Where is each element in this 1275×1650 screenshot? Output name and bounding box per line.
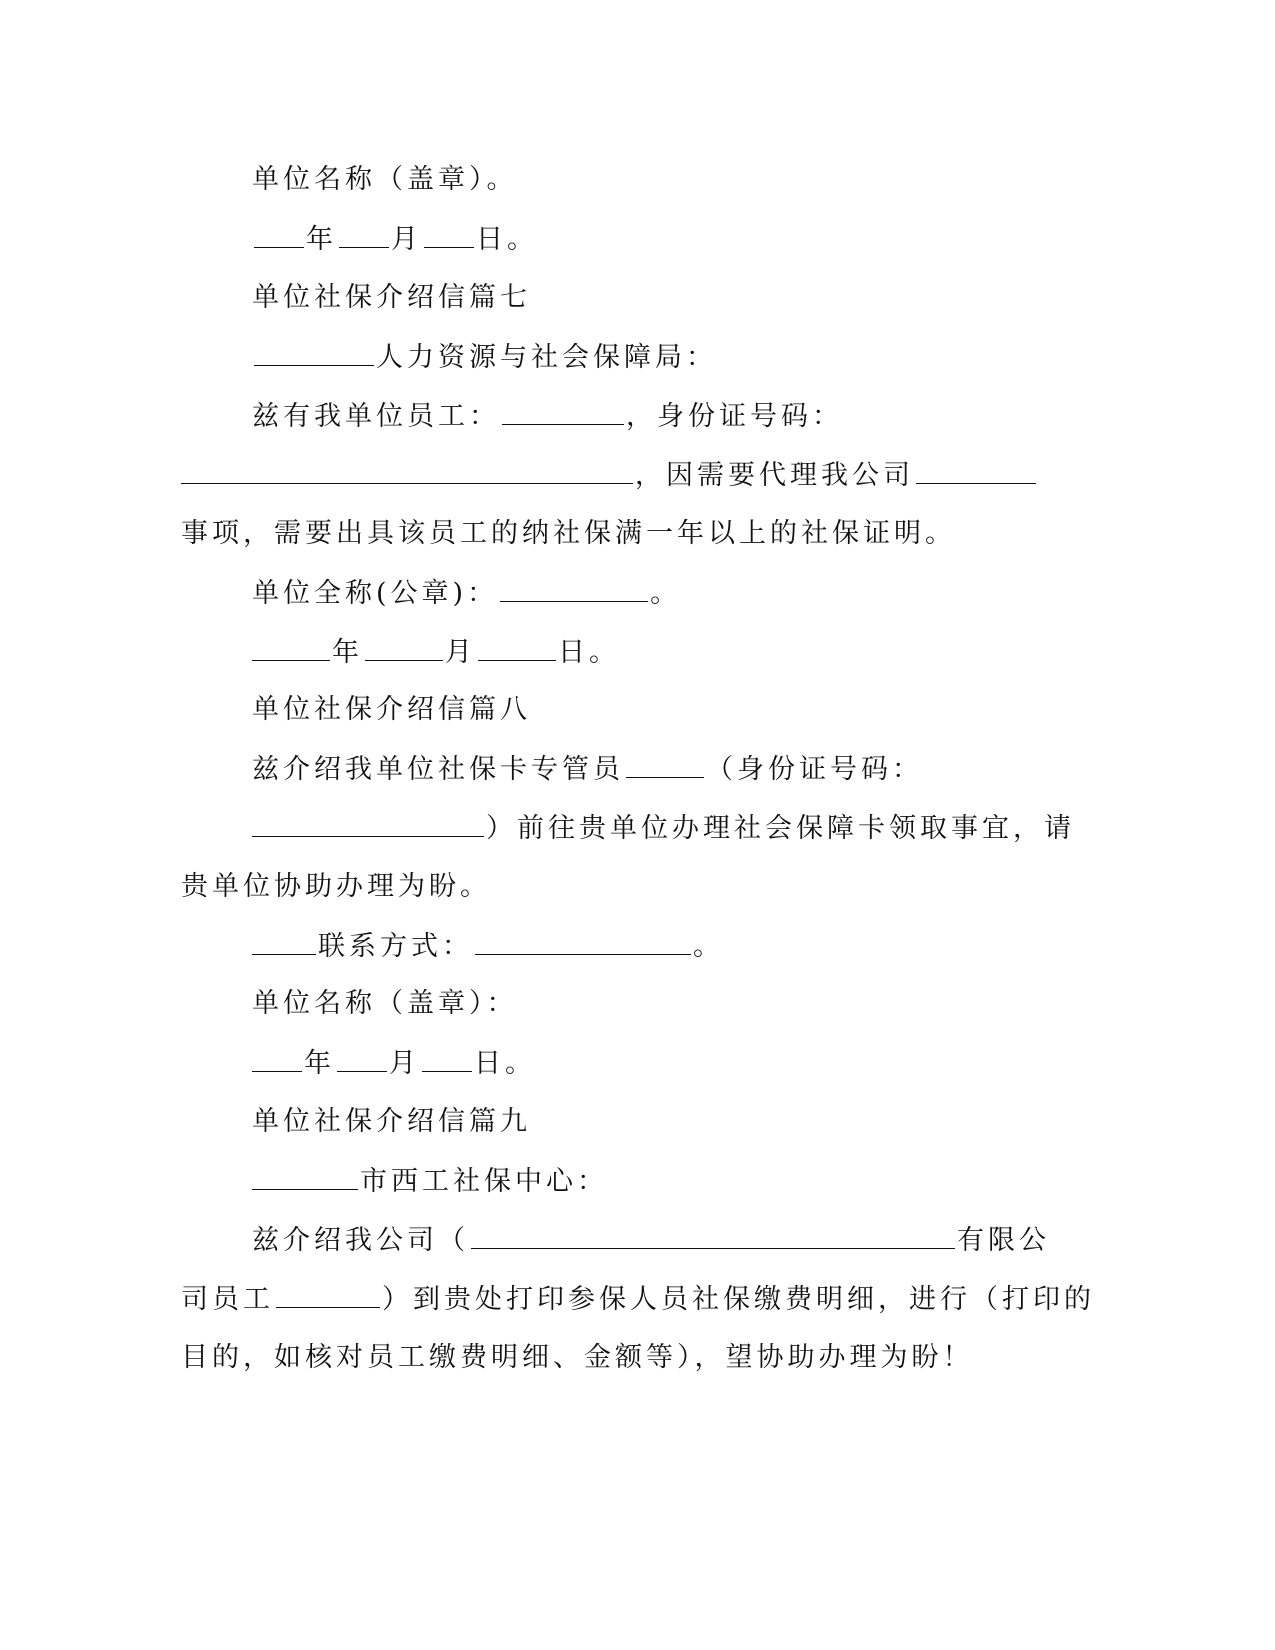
purpose-line: [181, 516, 956, 552]
blank-company: [471, 1222, 955, 1249]
closing-text: 目的，如核对员工缴费明细、金额等），望协助办理为盼！: [181, 1342, 974, 1373]
blank-id-number: [181, 457, 633, 484]
period: 。: [650, 578, 682, 609]
staff-label: 司员工: [181, 1284, 274, 1315]
date-line-2: [252, 634, 620, 671]
blank-id-number: [252, 810, 484, 837]
date-line: [252, 221, 538, 258]
company-line: [252, 1222, 1050, 1259]
blank-year: [252, 634, 330, 661]
card-purpose-line: [252, 810, 1075, 847]
period: 。: [693, 931, 724, 962]
blank-month: [339, 221, 389, 248]
addressee-line: [252, 339, 717, 376]
unit-name-seal-line: [252, 162, 518, 198]
blank-name: [252, 928, 316, 955]
heading-part-9: [252, 1104, 531, 1140]
purpose-text: 事项，需要出具该员工的纳社保满一年以上的社保证明。: [181, 518, 956, 549]
assist-text: 贵单位协助办理为盼。: [181, 871, 491, 902]
staff-print-line: [181, 1281, 1095, 1318]
heading-part-8: [252, 692, 531, 728]
day-label: 日。: [558, 637, 620, 668]
heading-text: 单位社保介绍信篇七: [252, 282, 531, 313]
blank-manager: [626, 751, 704, 778]
blank-day: [422, 1045, 472, 1072]
id-label: ，身份证号码：: [626, 401, 843, 432]
year-label: 年: [332, 637, 363, 668]
center-addressee-text: 市西工社保中心：: [360, 1166, 608, 1197]
year-label: 年: [304, 1048, 335, 1079]
id-number-line: [181, 457, 1038, 494]
blank-city: [252, 1163, 358, 1190]
day-label: 日。: [474, 1048, 536, 1079]
agent-text: ，因需要代理我公司: [635, 460, 914, 491]
employee-line: [252, 398, 843, 435]
date-line-3: [252, 1045, 536, 1082]
blank-full-name: [500, 575, 648, 602]
contact-label: 联系方式：: [318, 931, 473, 962]
year-label: 年: [306, 224, 337, 255]
company-suffix: 有限公: [957, 1225, 1050, 1256]
blank-contact: [475, 928, 691, 955]
month-label: 月: [389, 1048, 420, 1079]
blank-day: [478, 634, 556, 661]
blank-day: [424, 221, 474, 248]
unit-name-seal-line-2: [252, 986, 518, 1022]
card-manager-label: 兹介绍我单位社保卡专管员: [252, 754, 624, 785]
heading-text: 单位社保介绍信篇八: [252, 694, 531, 725]
id-label: （身份证号码：: [706, 754, 923, 785]
closing-line: [181, 1340, 974, 1376]
assist-line: [181, 869, 491, 905]
text: 单位名称（盖章）。: [252, 164, 518, 195]
heading-text: 单位社保介绍信篇九: [252, 1106, 531, 1137]
heading-part-7: [252, 280, 531, 316]
blank-staff: [276, 1281, 380, 1308]
month-label: 月: [391, 224, 422, 255]
center-addressee-line: [252, 1163, 608, 1200]
blank-month: [365, 634, 443, 661]
blank-matter: [916, 457, 1036, 484]
unit-name-label: 单位名称（盖章）：: [252, 988, 518, 1019]
day-label: 日。: [476, 224, 538, 255]
addressee-text: 人力资源与社会保障局：: [376, 342, 717, 373]
full-name-seal-line: [252, 575, 681, 612]
blank-employee: [502, 398, 624, 425]
blank-year: [252, 1045, 302, 1072]
card-manager-line: [252, 751, 923, 788]
blank-city: [254, 339, 374, 366]
company-label: 兹介绍我公司（: [252, 1225, 469, 1256]
employee-label: 兹有我单位员工：: [252, 401, 500, 432]
blank-year: [254, 221, 304, 248]
blank-month: [337, 1045, 387, 1072]
contact-line: [252, 928, 724, 965]
month-label: 月: [445, 637, 476, 668]
print-text: ）到贵处打印参保人员社保缴费明细，进行（打印的: [382, 1284, 1095, 1315]
full-name-label: 单位全称(公章)：: [252, 578, 499, 609]
card-purpose-text: ）前往贵单位办理社会保障卡领取事宜，请: [486, 813, 1075, 844]
